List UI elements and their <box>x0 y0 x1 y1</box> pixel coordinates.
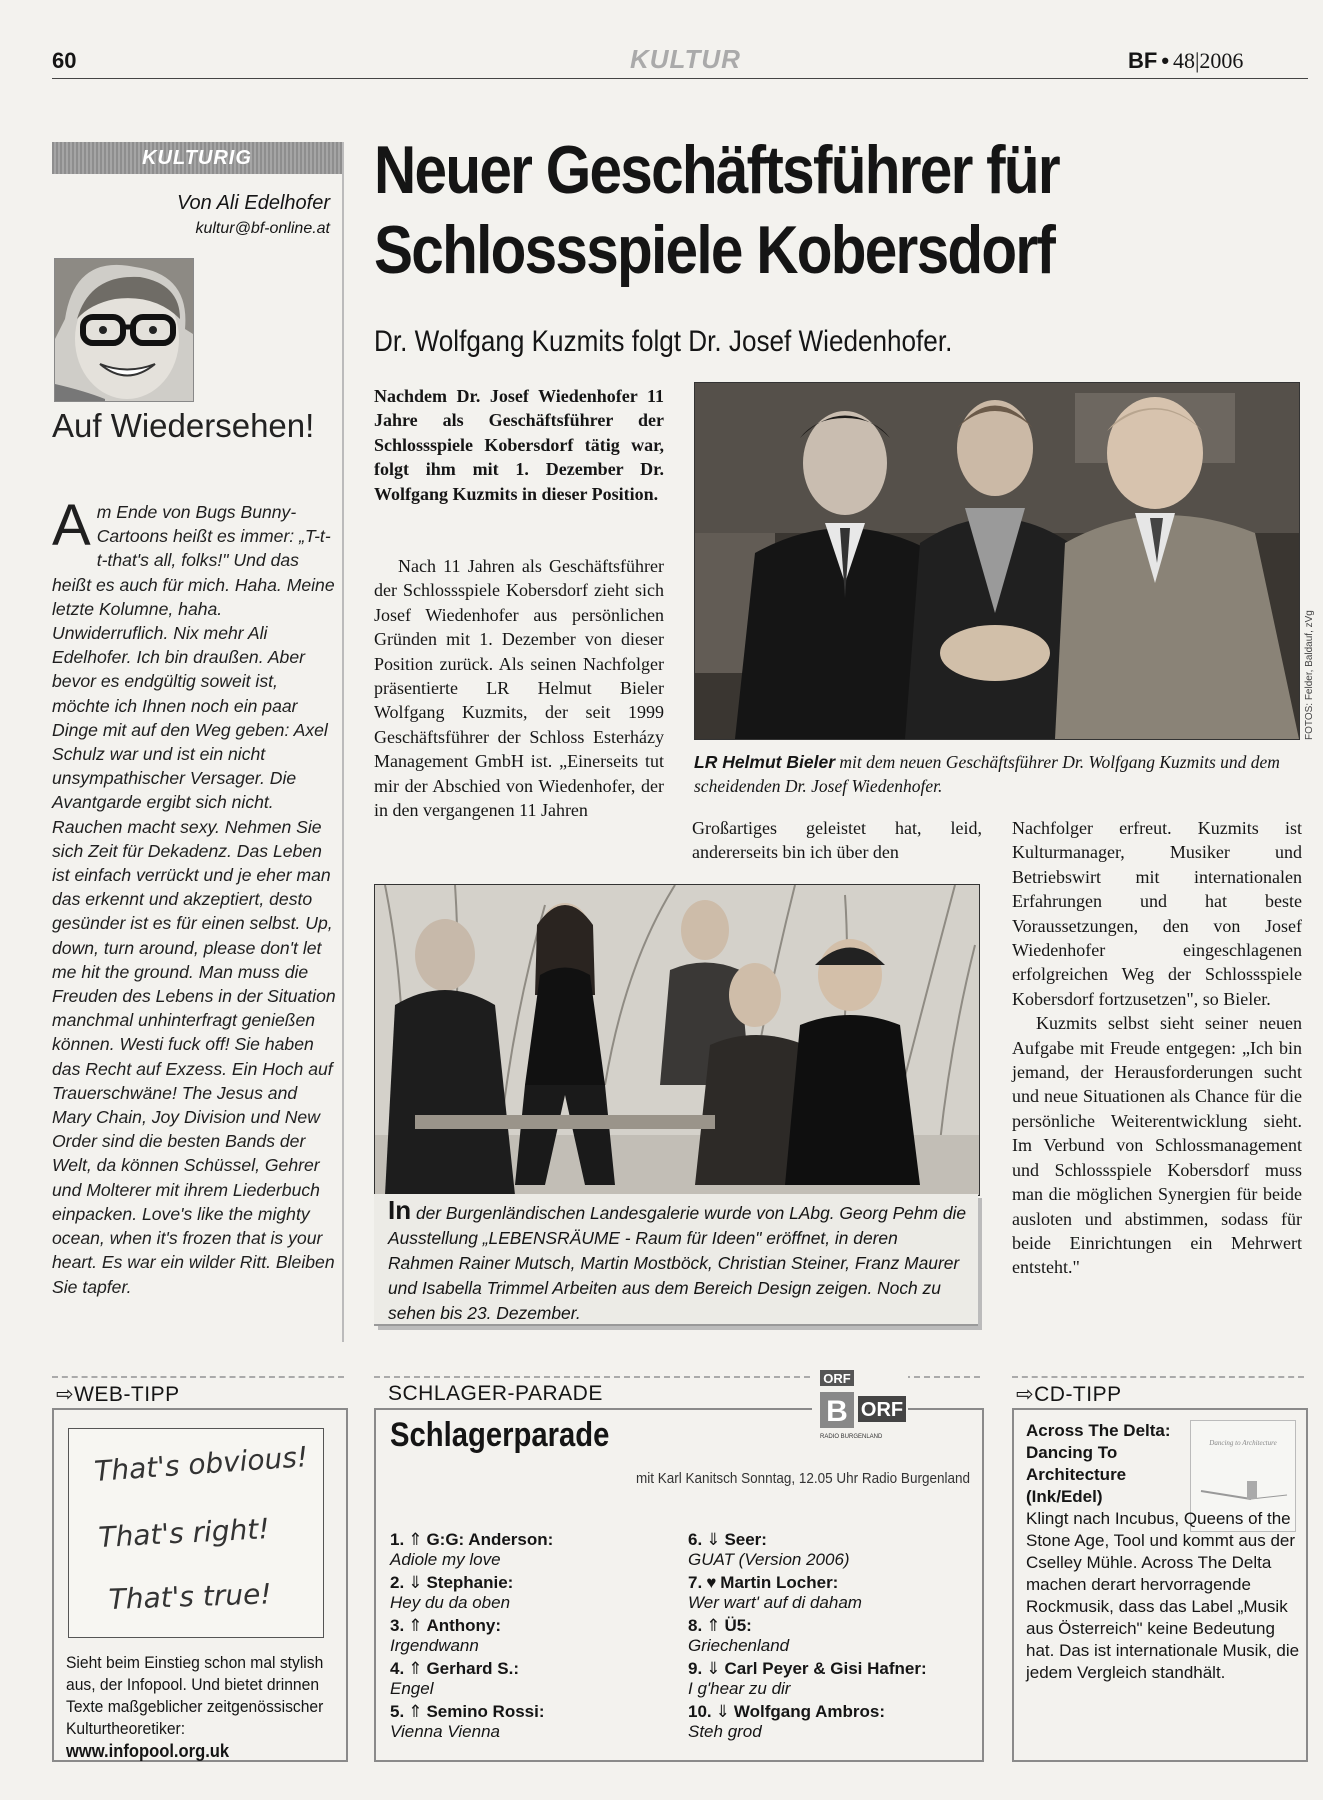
photo-caption-1 <box>694 750 1314 798</box>
chart-entry-line <box>688 1702 968 1722</box>
logo-sub-text: RADIO BURGENLAND <box>820 1434 883 1440</box>
chart-artist: Wolfgang Ambros: <box>733 1702 885 1721</box>
caption-text: der Burgenländischen Landesgalerie wurde von LAbg. Georg Pehm die Ausstellung „LEBENSRÄUME - Raum für Ideen" eröffnet, in deren Rahmen Rainer Mutsch, Martin Mostböck, Christian Steiner, Franz Maurer und Isabella Trimmel Arbeiten aus dem Bereich Design zeigen. Noch zu sehen bis 23. Dezember. <box>388 1203 967 1323</box>
schlager-box <box>374 1371 984 1762</box>
photo-caption-2 <box>388 1195 968 1326</box>
chart-list-right <box>688 1530 968 1745</box>
schlager-subtitle: mit Karl Kanitsch Sonntag, 12.05 Uhr Radio Burgenland <box>636 1470 970 1487</box>
column-email[interactable]: kultur@bf-online.at <box>195 220 330 237</box>
orf-logo <box>812 1366 908 1462</box>
chart-artist: Stephanie: <box>426 1573 514 1592</box>
chart-artist: Ü5: <box>724 1616 752 1635</box>
chart-entry <box>688 1659 968 1702</box>
trend-arrow-icon: ⇓ <box>706 1659 721 1678</box>
web-tipp-header <box>56 1382 180 1407</box>
trend-arrow-icon: ⇑ <box>706 1616 721 1635</box>
handwritten-note <box>68 1428 324 1638</box>
article-column-3 <box>1012 816 1302 1280</box>
chart-list-left <box>390 1530 670 1745</box>
chart-artist: Anthony: <box>426 1616 502 1635</box>
publication-label: BF • 48|2006 <box>1128 48 1244 73</box>
article-headline <box>374 130 1182 290</box>
logo-main-text: ORF <box>860 1399 904 1421</box>
trend-arrow-icon: ⇓ <box>408 1573 423 1592</box>
chart-song: Engel <box>390 1679 434 1698</box>
web-tipp-desc: Sieht beim Einstieg schon mal stylish aus, der Infopool. Und bietet drinnen Texte maßgeblicher zeitgenössischer Kulturtheoretiker: <box>66 1653 324 1738</box>
handshake-photo <box>695 383 1299 739</box>
logo-letter: B <box>826 1395 848 1428</box>
chart-song: Adiole my love <box>390 1550 501 1569</box>
trend-arrow-icon: ⇓ <box>706 1530 721 1549</box>
drop-cap: A <box>52 493 91 558</box>
column-kulturig <box>52 142 344 1342</box>
chart-artist: Seer: <box>724 1530 767 1549</box>
caption-initial: In <box>388 1195 412 1225</box>
chart-entry <box>390 1530 670 1573</box>
web-tipp-box <box>52 1408 348 1762</box>
web-tipp-text <box>66 1652 335 1763</box>
chart-artist: G:G: Anderson: <box>426 1530 554 1549</box>
chart-song: Vienna Vienna <box>390 1722 500 1741</box>
column-text: m Ende von Bugs Bunny-Cartoons heißt es immer: „T-t-t-that's all, folks!" Und das heißt es auch für mich. Haha. Meine letzte Kolumne, haha. Unwiderruflich. Nix mehr Ali Edelhofer. Ich bin draußen. Aber bevor es endgültig soweit ist, möchte ich Ihnen noch ein paar Dinge mit auf den Weg geben: Axel Schulz war und ist ein nicht unsympathischer Versager. Die Avantgarde ergibt sich nicht. Rauchen macht sexy. Nehmen Sie sich Zeit für Dekadenz. Das Leben ist einfach verrückt und je eher man das erkennt und akzeptiert, desto gesünder ist es für einen selbst. Up, down, turn around, please don't let me hit the ground. Man muss die Freuden des Lebens in der Situation manchmal unhinterfragt genießen können. Westi fuck off! Sie haben das Recht auf Exzess. Ein Hoch auf Trauerschwäne! The Jesus and Mary Chain, Joy Division und New Order sind die besten Bands der Welt, da können Schüssel, Gehrer und Molterer mit ihrem Liederbuch einpacken. Love's like the mighty ocean, when it's frozen that is your heart. Es war ein wilder Ritt. Bleiben Sie tapfer. <box>52 502 336 1297</box>
author-portrait <box>54 258 194 402</box>
chart-rank: 5. <box>390 1702 405 1721</box>
chart-song: GUAT (Version 2006) <box>688 1550 850 1569</box>
chart-entry-line <box>688 1616 968 1636</box>
issue-number: 48|2006 <box>1173 48 1244 73</box>
article-column-2: Großartiges geleistet hat, leid, andererseits bin ich über den <box>692 818 982 863</box>
chart-artist: Gerhard S.: <box>426 1659 520 1678</box>
note-line-1: That's obvious! <box>93 1440 310 1488</box>
article-subhead: Dr. Wolfgang Kuzmits folgt Dr. Josef Wiedenhofer. <box>374 325 953 358</box>
article-paragraph: Nachfolger erfreut. Kuzmits ist Kulturmanager, Musiker und Betriebswirt mit internationalen Erfahrungen und hat beste Voraussetzungen, den von Josef Wiedenhofer eingeschlagenen erfolgreichen Weg der Schlossspiele Kobersdorf fortzusetzen", so Bieler. <box>1012 818 1302 1009</box>
web-tipp-rule <box>52 1376 344 1378</box>
web-tipp-url[interactable]: www.infopool.org.uk <box>66 1741 230 1761</box>
chart-song: Hey du da oben <box>390 1593 511 1612</box>
chart-rank: 9. <box>688 1659 703 1678</box>
column-tag: KULTURIG <box>52 142 342 174</box>
trend-arrow-icon: ⇑ <box>408 1659 423 1678</box>
orf-logo-image <box>812 1366 908 1462</box>
chart-song: I g'hear zu dir <box>688 1679 791 1698</box>
chart-rank: 8. <box>688 1616 703 1635</box>
note-line-2: That's right! <box>97 1512 271 1554</box>
cd-tipp-box <box>1012 1408 1308 1762</box>
chart-song: Wer wart' auf di daham <box>688 1593 862 1612</box>
cd-cover-text: Dancing to Architecture <box>1209 1439 1277 1447</box>
schlager-title: Schlagerparade <box>390 1416 610 1454</box>
chart-song: Steh grod <box>688 1722 762 1741</box>
chart-artist: Semino Rossi: <box>426 1702 545 1721</box>
chart-entry-line <box>390 1702 670 1722</box>
caption-text: mit dem neuen Geschäftsführer Dr. Wolfgang Kuzmits und dem scheidenden Dr. Josef Wiedenhofer. <box>694 752 1280 796</box>
chart-rank: 10. <box>688 1702 712 1721</box>
chart-rank: 7. <box>688 1573 703 1592</box>
chart-rank: 6. <box>688 1530 703 1549</box>
note-line-3: That's true! <box>108 1577 273 1616</box>
chart-rank: 3. <box>390 1616 405 1635</box>
column-body <box>52 493 338 1299</box>
cd-tipp-rule <box>1012 1376 1304 1378</box>
chart-entry-line <box>688 1530 968 1550</box>
trend-arrow-icon: ⇑ <box>408 1530 423 1549</box>
chart-artist: Carl Peyer & Gisi Hafner: <box>724 1659 927 1678</box>
trend-arrow-icon: ♥ <box>706 1573 717 1592</box>
caption-bold: LR Helmut Bieler <box>694 752 835 772</box>
cd-review: Klingt nach Incubus, Queens of the Stone Age, Tool und kommt aus der Cselley Mühle. Across The Delta machen derart hervorragende Rockmusik, dass das Label „Musik aus Österreich" keine Bedeutung hat. Das ist internationale Musik, die jedem Vergleich standhält. <box>1026 1509 1300 1682</box>
chart-rank: 1. <box>390 1530 405 1549</box>
chart-song: Irgendwann <box>390 1636 479 1655</box>
chart-entry <box>688 1573 968 1616</box>
arrow-icon: ⇨ <box>1016 1383 1035 1406</box>
chart-song: Griechenland <box>688 1636 790 1655</box>
photo-exhibition <box>374 884 980 1196</box>
chart-entry-line <box>390 1530 670 1550</box>
arrow-icon: ⇨ <box>56 1383 75 1406</box>
chart-entry-line <box>688 1659 968 1679</box>
chart-entry <box>390 1702 670 1745</box>
chart-entry <box>390 1616 670 1659</box>
web-tipp-title: WEB-TIPP <box>74 1383 180 1406</box>
headline-line-2: Schlossspiele Kobersdorf <box>374 212 1055 288</box>
chart-entry-line <box>390 1616 670 1636</box>
chart-entry <box>688 1530 968 1573</box>
cd-title: Across The Delta: Dancing To Architecture (Ink/Edel) <box>1026 1421 1171 1506</box>
photo-credit: FOTOS: Felder, Baldauf, zVg <box>1304 610 1315 740</box>
chart-artist: Martin Locher: <box>720 1573 839 1592</box>
portrait-image <box>55 259 193 401</box>
column-title: Auf Wiedersehen! <box>52 407 315 444</box>
cd-tipp-text <box>1026 1420 1306 1684</box>
headline-line-1: Neuer Geschäftsführer für <box>374 132 1059 208</box>
header-rule <box>52 78 1308 79</box>
chart-entry <box>390 1659 670 1702</box>
exhibition-photo <box>375 885 979 1195</box>
cd-tipp-title: CD-TIPP <box>1034 1383 1122 1406</box>
article-paragraph: Kuzmits selbst sieht seiner neuen Aufgabe mit Freude entgegen: „Ich bin jemand, der Herausforderungen sucht und neue Situationen als Chance für die persönliche Weiterentwicklung sieht. Im Verbund von Schlossmanagement und Schlossspiele Kobersdorf muss man die möglichen Synergien für beide ausloten und abstimmen, sodass für beide Einrichtungen ein Mehrwert entsteht." <box>1012 1013 1302 1278</box>
trend-arrow-icon: ⇑ <box>408 1702 423 1721</box>
chart-entry <box>688 1616 968 1659</box>
chart-rank: 4. <box>390 1659 405 1678</box>
logo-top-text: ORF <box>823 1371 851 1386</box>
column-author: Von Ali Edelhofer <box>176 192 330 214</box>
trend-arrow-icon: ⇑ <box>408 1616 423 1635</box>
article-lead: Nachdem Dr. Josef Wiedenhofer 11 Jahre als Geschäftsführer der Schlossspiele Kobersdorf tätig war, folgt ihm mit 1. Dezember Dr. Wolfgang Kuzmits in dieser Position. <box>374 386 664 504</box>
trend-arrow-icon: ⇓ <box>715 1702 730 1721</box>
publication-name: BF <box>1128 48 1158 73</box>
handwriting-image <box>69 1429 323 1637</box>
page-number: 60 <box>52 48 77 73</box>
chart-entry-line <box>390 1573 670 1593</box>
cd-tipp-header <box>1016 1382 1122 1407</box>
article-paragraph: Nach 11 Jahren als Geschäftsführer der Schlossspiele Kobersdorf zieht sich Josef Wiedenhofer aus persönlichen Gründen mit 1. Dezember von dieser Position zurück. Als seinen Nachfolger präsentierte LR Helmut Bieler Wolfgang Kuzmits, der seit 1999 Geschäftsführer der Schloss Esterházy Management GmbH ist. „Einerseits tut mir der Abschied von Wiedenhofer, der in den vergangenen 11 Jahren <box>374 556 664 821</box>
chart-entry-line <box>390 1659 670 1679</box>
article-column-1 <box>374 554 664 822</box>
schlager-header: SCHLAGER-PARADE <box>388 1382 603 1405</box>
chart-entry-line <box>688 1573 968 1593</box>
chart-rank: 2. <box>390 1573 405 1592</box>
section-title: KULTUR <box>630 44 741 74</box>
chart-entry <box>688 1702 968 1745</box>
photo-handshake <box>694 382 1300 740</box>
chart-entry <box>390 1573 670 1616</box>
